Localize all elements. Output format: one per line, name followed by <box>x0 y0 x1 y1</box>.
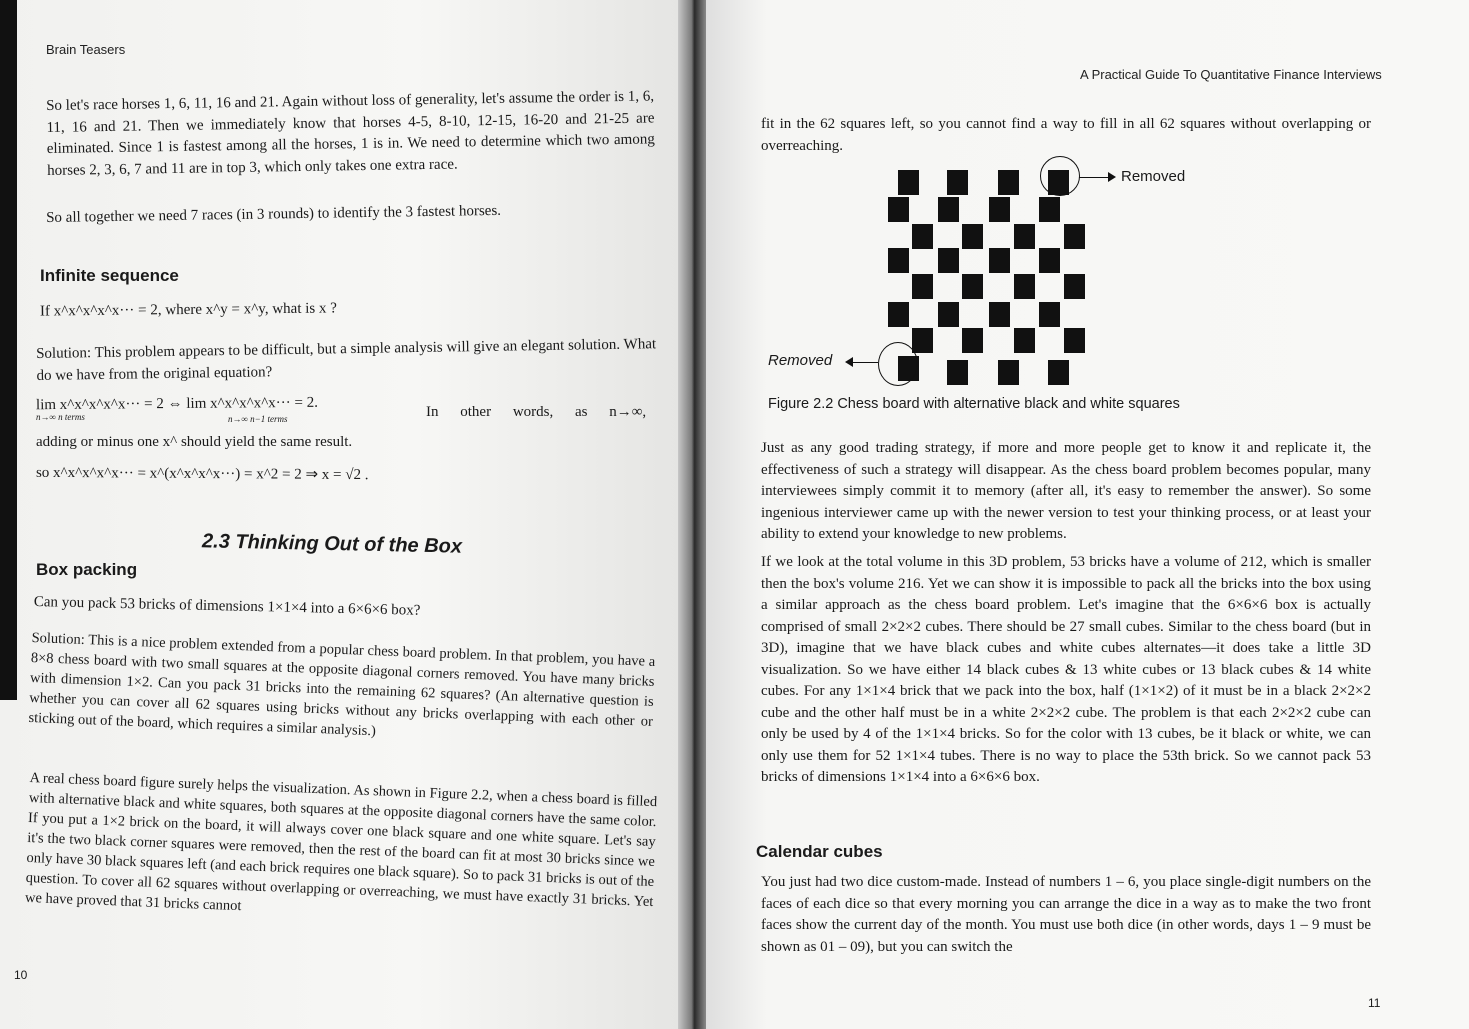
board-square <box>962 328 983 353</box>
board-square <box>888 197 909 222</box>
chess-board-figure <box>888 170 1100 388</box>
spine <box>678 0 708 1029</box>
board-square <box>1039 197 1060 222</box>
limit-subscript-left: n→∞ n terms <box>36 412 85 422</box>
removed-label-bottom: Removed <box>768 352 833 369</box>
box-packing-heading: Box packing <box>36 560 138 579</box>
board-square <box>962 224 983 249</box>
calendar-cubes-heading: Calendar cubes <box>756 842 883 861</box>
board-square <box>962 274 983 299</box>
arrow-head-right-icon <box>1108 172 1116 182</box>
board-square <box>912 328 933 353</box>
interviewee-paragraph: Just as any good trading strategy, if more and more people get to know it and replicate it, the effectiveness of such a strategy will disappear. As the chess board problem becomes popular, many interviewees simply commit it to memory (after all, it's easy to remember the answer). So some ingenious interviewer came up with the newer version to test your thinking process, or at least your ability to extend your knowledge to new problems. <box>761 440 1371 542</box>
removed-square-circle-top <box>1040 156 1080 196</box>
board-square <box>998 170 1019 195</box>
board-square <box>989 248 1010 273</box>
arrow-top <box>1079 177 1111 178</box>
binding-shadow <box>0 0 17 700</box>
board-square <box>998 360 1019 385</box>
board-square <box>1064 328 1085 353</box>
board-square <box>888 302 909 327</box>
figure-caption: Figure 2.2 Chess board with alternative black and white squares <box>768 396 1180 412</box>
infinite-sequence-heading: Infinite sequence <box>40 266 179 285</box>
solution-equation: so x^x^x^x^x··· = x^(x^x^x^x···) = x^2 = 2 ⇒ x = √2 . <box>35 464 369 484</box>
board-square <box>1014 274 1035 299</box>
calendar-cubes-text: You just had two dice custom-made. Instead of numbers 1 – 6, you place single-digit numbers on the faces of each dice so that every morning you can arrange the dice in a way as to make the two front faces show the current day of the month. You must use both dice (in other words, days 1 – 9 must be shown as 01 – 09), but you can switch the <box>761 874 1371 955</box>
board-square <box>1064 224 1085 249</box>
board-square <box>938 302 959 327</box>
removed-square-circle-bottom <box>878 342 918 386</box>
board-square <box>898 170 919 195</box>
limit-subscript-right: n→∞ n−1 terms <box>228 414 288 424</box>
board-square <box>1064 274 1085 299</box>
board-square <box>989 197 1010 222</box>
right-page <box>706 0 1469 1029</box>
running-head-left: Brain Teasers <box>46 42 126 57</box>
board-square <box>1039 302 1060 327</box>
board-square <box>1039 248 1060 273</box>
continuation-paragraph: fit in the 62 squares left, so you cannot find a way to fill in all 62 squares without overlapping or overreaching. <box>761 116 1371 154</box>
adding-minus-text: adding or minus one x^ should yield the same result. <box>36 434 353 450</box>
board-square <box>1014 224 1035 249</box>
page-number-right: 11 <box>1368 996 1381 1010</box>
infinite-sequence-solution: Solution: This problem appears to be difficult, but a simple analysis will give an elegant solution. What do we have from the original equation? <box>36 336 657 384</box>
board-square <box>912 274 933 299</box>
infinite-sequence-question: If x^x^x^x^x··· = 2, where x^y = x^y, what is x ? <box>39 300 337 320</box>
chapter-heading: 2.3 Thinking Out of the Box <box>201 530 463 558</box>
limit-equation: lim x^x^x^x^x··· = 2 ⇔ lim x^x^x^x^x··· = 2. <box>35 394 319 414</box>
limit-equation-tail: In other words, as n→∞, <box>426 404 647 420</box>
left-page <box>0 0 693 1029</box>
horse-race-paragraph: So let's race horses 1, 6, 11, 16 and 21. Again without loss of generality, let's assume the order is 1, 6, 11, 16 and 21. Then we immediately know that horses 4-5, 8-10, 12-15, 16-20 and 21-25 are eliminated. Since 1 is fastest among all the horses, 1 is in. We need to determine which two among horses 2, 3, 6, 7 and 11 are in top 3, which only takes one extra race. <box>46 88 655 179</box>
box-packing-paragraph-2: A real chess board figure surely helps the visualization. As shown in Figure 2.2, when a chess board is filled with alternative black and white squares, both squares at the opposite diagonal corners have the same color. If you put a 1×2 brick on the board, it will always cover one black square and one white square. Let's say it's the two black corner squares were removed, then the rest of the board can fit at most 30 bricks since we only have 30 black squares left (and each brick requires one black square). So to pack 31 bricks is out of the question. To cover all 62 squares without overlapping or overreaching, we must have exactly 31 bricks. Yet we have proved that 31 bricks cannot <box>24 769 658 915</box>
box-packing-question: Can you pack 53 bricks of dimensions 1×1×4 into a 6×6×6 box? <box>33 594 421 619</box>
arrow-head-left-icon <box>845 357 853 367</box>
volume-paragraph: If we look at the total volume in this 3D problem, 53 bricks have a volume of 212, which is smaller then the box's volume 216. Yet we can show it is impossible to pack all the bricks into the box using a similar approach as the chess board problem. Let's imagine that the 6×6×6 box is actually comprised of small 2×2×2 cubes. There should be 27 small cubes. Similar to the chess board (but in 3D), imagine that we have black cubes and white cubes alternates—it does take a little 3D visualization. So we have either 14 black cubes & 13 white cubes or 13 black cubes & 14 white cubes. For any 1×1×4 brick that we pack into the box, half (1×1×2) of it must be in a black 2×2×2 cube and the other half must be in a white 2×2×2 cube. The problem is that each 2×2×2 cube can only be used by 4 of the 1×1×4 bricks. So for the color with 13 cubes, be it black or white, we can only use them for 52 1×1×4 tubes. There is no way to place the 53th brick. So we cannot pack 53 bricks of dimensions 1×1×4 into a 6×6×6 box. <box>761 554 1371 785</box>
board-square <box>888 248 909 273</box>
running-head-right: A Practical Guide To Quantitative Finance Interviews <box>1080 67 1382 82</box>
board-square <box>912 224 933 249</box>
page-number-left: 10 <box>14 968 28 982</box>
board-square <box>938 197 959 222</box>
board-square <box>1014 328 1035 353</box>
board-square <box>947 170 968 195</box>
board-square <box>947 360 968 385</box>
board-square <box>1048 360 1069 385</box>
box-packing-solution: Solution: This is a nice problem extended from a popular chess board problem. In that problem, you have a 8×8 chess board with two small squares at the opposite diagonal corners removed. You have many bricks with dimension 1×2. Can you pack 31 bricks into the remaining 62 squares? (An alternative question is whether you can cover all 62 squares using bricks without any bricks overlapping with each other or sticking out of the board, which requires a similar analysis.) <box>28 629 656 740</box>
removed-label-top: Removed <box>1121 168 1186 185</box>
board-square <box>938 248 959 273</box>
board-square <box>989 302 1010 327</box>
horse-race-summary: So all together we need 7 races (in 3 rounds) to identify the 3 fastest horses. <box>46 202 502 226</box>
